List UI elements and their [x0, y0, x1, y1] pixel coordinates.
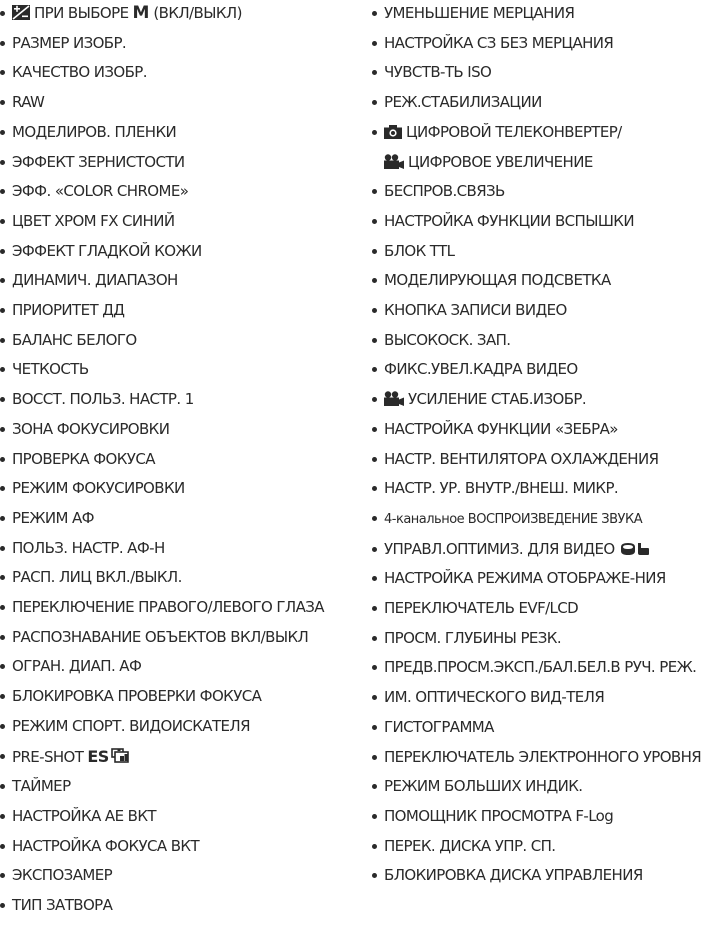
list-item — [0, 355, 345, 385]
list-item — [0, 445, 345, 475]
item-label: ОГРАН. ДИАП. АФ — [12, 657, 142, 676]
list-item — [372, 58, 716, 88]
item-label: РАЗМЕР ИЗОБР. — [12, 33, 127, 52]
item-label: ПЕРЕКЛЮЧЕНИЕ ПРАВОГО/ЛЕВОГО ГЛАЗА — [12, 598, 324, 617]
item-label: ЧЕТКОСТЬ — [12, 360, 89, 379]
bullet — [372, 427, 377, 432]
list-item-when-selecting-exposure-comp — [0, 0, 345, 29]
list-item — [372, 415, 716, 445]
list-item — [372, 88, 716, 118]
list-item — [372, 743, 716, 773]
item-label: НАСТРОЙКА ФУНКЦИИ «ЗЕБРА» — [384, 419, 618, 438]
item-label: ПЕРЕКЛЮЧАТЕЛЬ EVF/LCD — [384, 599, 579, 618]
item-label: РЕЖИМ АФ — [12, 508, 94, 527]
movie-optimized-control-icons — [620, 541, 650, 556]
bullet — [372, 784, 377, 789]
item-label: БЛОК TTL — [384, 241, 455, 260]
bullet — [372, 576, 377, 581]
item-label: ВЫСОКОСК. ЗАП. — [384, 330, 511, 349]
list-item — [0, 207, 345, 237]
item-label-second-line: ЦИФРОВОЕ УВЕЛИЧЕНИЕ — [408, 152, 593, 171]
list-item — [0, 296, 345, 326]
item-label: ПЕРЕКЛЮЧАТЕЛЬ ЭЛЕКТРОННОГО УРОВНЯ — [384, 747, 702, 766]
list-item — [372, 504, 716, 535]
item-label: ПЕРЕК. ДИСКА УПР. СП. — [384, 836, 556, 855]
item-label: ТАЙМЕР — [12, 777, 71, 796]
list-item — [372, 772, 716, 802]
item-label: ДИНАМИЧ. ДИАПАЗОН — [12, 271, 178, 290]
item-label-suffix: (ВКЛ/ВЫКЛ) — [153, 4, 242, 22]
list-item — [372, 355, 716, 385]
bullet — [372, 486, 377, 491]
bullet — [0, 605, 5, 610]
item-label: НАСТРОЙКА АЕ ВКТ — [12, 806, 156, 825]
list-item-digital-teleconverter — [372, 118, 716, 177]
list-item — [372, 713, 716, 743]
bullet — [0, 338, 5, 343]
list-item — [0, 118, 345, 148]
item-label: ЭФФЕКТ ЗЕРНИСТОСТИ — [12, 152, 185, 171]
item-label: ВОССТ. ПОЛЬЗ. НАСТР. 1 — [12, 390, 194, 409]
list-item — [0, 88, 345, 118]
bullet — [0, 70, 5, 75]
bullet — [0, 814, 5, 819]
item-label: ПРОСМ. ГЛУБИНЫ РЕЗК. — [384, 628, 562, 647]
bullet — [0, 694, 5, 699]
bullet — [0, 249, 5, 254]
bullet — [372, 725, 377, 730]
bullet — [0, 457, 5, 462]
list-item — [372, 266, 716, 296]
list-item — [372, 445, 716, 475]
list-item — [0, 682, 345, 712]
bullet — [0, 575, 5, 580]
item-label: БЛОКИРОВКА ДИСКА УПРАВЛЕНИЯ — [384, 866, 643, 885]
item-label: НАСТРОЙКА СЗ БЕЗ МЕРЦАНИЯ — [384, 33, 614, 52]
bullet — [0, 130, 5, 135]
item-label: ПРЕДВ.ПРОСМ.ЭКСП./БАЛ.БЕЛ.В РУЧ. РЕЖ. — [384, 658, 697, 677]
item-label: ЧУВСТВ-ТЬ ISO — [384, 63, 492, 82]
bullet — [372, 814, 377, 819]
bullet — [372, 11, 377, 16]
list-item — [372, 207, 716, 237]
right-menu-list — [372, 0, 716, 891]
bullet — [0, 397, 5, 402]
item-label: RAW — [12, 93, 45, 112]
continuous-shooting-icon — [111, 748, 131, 764]
list-item — [0, 772, 345, 802]
item-label: ЗОНА ФОКУСИРОВКИ — [12, 419, 170, 438]
list-item — [0, 563, 345, 593]
list-item — [0, 385, 345, 415]
list-item — [0, 861, 345, 891]
bullet — [372, 397, 377, 402]
list-item-pre-shot — [0, 742, 345, 773]
bullet — [372, 755, 377, 760]
bullet — [372, 844, 377, 849]
item-label: МОДЕЛИРОВ. ПЛЕНКИ — [12, 122, 177, 141]
bullet — [0, 784, 5, 789]
list-item — [0, 415, 345, 445]
bullet — [0, 308, 5, 313]
bullet — [372, 130, 377, 135]
item-label: УМЕНЬШЕНИЕ МЕРЦАНИЯ — [384, 4, 575, 22]
bullet — [0, 11, 5, 16]
still-camera-icon — [384, 124, 402, 139]
left-menu-list — [0, 0, 345, 921]
list-item — [372, 177, 716, 207]
bullet — [0, 367, 5, 372]
list-item — [372, 296, 716, 326]
bullet — [372, 41, 377, 46]
item-label: PRE-SHOT — [12, 747, 84, 766]
bullet — [372, 457, 377, 462]
item-label: ЦИФРОВОЙ ТЕЛЕКОНВЕРТЕР/ — [406, 122, 622, 141]
list-item — [0, 148, 345, 178]
list-item — [372, 237, 716, 267]
item-label: НАСТР. УР. ВНУТР./ВНЕШ. МИКР. — [384, 479, 619, 498]
item-label: ФИКС.УВЕЛ.КАДРА ВИДЕО — [384, 360, 578, 379]
item-label: РАСПОЗНАВАНИЕ ОБЪЕКТОВ ВКЛ/ВЫКЛ — [12, 627, 309, 646]
item-label: УСИЛЕНИЕ СТАБ.ИЗОБР. — [408, 390, 587, 409]
bullet — [372, 278, 377, 283]
bullet — [0, 427, 5, 432]
bullet — [0, 903, 5, 908]
bullet — [0, 189, 5, 194]
item-label: НАСТРОЙКА ФУНКЦИИ ВСПЫШКИ — [384, 211, 634, 230]
list-item — [372, 564, 716, 594]
list-item — [372, 683, 716, 713]
bullet — [372, 338, 377, 343]
list-item — [372, 326, 716, 356]
bullet — [372, 873, 377, 878]
list-item-movie-optimized-control — [372, 535, 716, 565]
item-label: ПОМОЩНИК ПРОСМОТРА F-Log — [384, 806, 614, 825]
bullet — [372, 100, 377, 105]
bullet — [0, 844, 5, 849]
list-item — [372, 653, 716, 683]
item-label: ЦВЕТ ХРОМ FX СИНИЙ — [12, 211, 175, 230]
bullet — [0, 873, 5, 878]
es-glyph: ES — [87, 746, 109, 766]
list-item — [372, 0, 716, 29]
item-label: НАСТР. ВЕНТИЛЯТОРА ОХЛАЖДЕНИЯ — [384, 449, 659, 468]
item-label: ПРИОРИТЕТ ДД — [12, 301, 125, 320]
list-item — [0, 29, 345, 59]
list-item — [372, 861, 716, 891]
list-item — [0, 58, 345, 88]
item-label: МОДЕЛИРУЮЩАЯ ПОДСВЕТКА — [384, 271, 611, 290]
list-item — [0, 474, 345, 504]
item-label: ЭФФЕКТ ГЛАДКОЙ КОЖИ — [12, 241, 202, 260]
item-label: КАЧЕСТВО ИЗОБР. — [12, 63, 147, 82]
bullet — [372, 367, 377, 372]
bullet — [0, 664, 5, 669]
list-item — [0, 623, 345, 653]
list-item — [0, 177, 345, 207]
item-label: УПРАВЛ.ОПТИМИЗ. ДЛЯ ВИДЕО — [384, 539, 615, 558]
item-label: ПРИ ВЫБОРЕ — [34, 4, 129, 22]
bullet — [372, 308, 377, 313]
bullet — [0, 278, 5, 283]
item-label: ЭКСПОЗАМЕР — [12, 866, 113, 885]
item-label: РЕЖИМ СПОРТ. ВИДОИСКАТЕЛЯ — [12, 716, 250, 735]
bullet — [0, 160, 5, 165]
bullet — [0, 219, 5, 224]
bullet — [372, 695, 377, 700]
bullet — [0, 486, 5, 491]
bullet — [0, 754, 5, 759]
item-label: ТИП ЗАТВОРА — [12, 896, 113, 915]
item-label: ГИСТОГРАММА — [384, 717, 494, 736]
list-item — [0, 534, 345, 564]
mode-m-glyph: M — [132, 3, 150, 23]
bullet — [372, 516, 377, 521]
item-label: 4-канальное ВОСПРОИЗВЕДЕНИЕ ЗВУКА — [384, 511, 643, 527]
list-item — [372, 594, 716, 624]
item-label: РЕЖИМ БОЛЬШИХ ИНДИК. — [384, 777, 583, 796]
item-label: БЛОКИРОВКА ПРОВЕРКИ ФОКУСА — [12, 687, 262, 706]
item-label: РЕЖ.СТАБИЛИЗАЦИИ — [384, 93, 542, 112]
exposure-compensation-icon — [12, 5, 30, 20]
list-item — [372, 474, 716, 504]
list-item — [0, 832, 345, 862]
item-label: НАСТРОЙКА ФОКУСА ВКТ — [12, 836, 200, 855]
item-label: РАСП. ЛИЦ ВКЛ./ВЫКЛ. — [12, 568, 182, 587]
bullet — [372, 665, 377, 670]
item-label: ПОЛЬЗ. НАСТР. АФ-Н — [12, 538, 165, 557]
bullet — [0, 724, 5, 729]
list-item-movie-is-boost — [372, 385, 716, 415]
list-item — [372, 802, 716, 832]
bullet — [0, 635, 5, 640]
list-item — [0, 266, 345, 296]
bullet — [0, 546, 5, 551]
list-item — [0, 504, 345, 534]
item-label: БАЛАНС БЕЛОГО — [12, 330, 137, 349]
bullet — [372, 219, 377, 224]
list-item — [372, 29, 716, 59]
item-label: ЭФФ. «COLOR CHROME» — [12, 182, 189, 201]
bullet — [372, 547, 377, 552]
list-item — [0, 237, 345, 267]
list-item — [0, 891, 345, 921]
list-item — [372, 624, 716, 654]
item-label: ПРОВЕРКА ФОКУСА — [12, 449, 155, 468]
bullet — [372, 606, 377, 611]
item-label: БЕСПРОВ.СВЯЗЬ — [384, 182, 505, 201]
bullet — [0, 41, 5, 46]
item-label: ИМ. ОПТИЧЕСКОГО ВИД-ТЕЛЯ — [384, 688, 605, 707]
bullet — [372, 189, 377, 194]
bullet — [372, 636, 377, 641]
bullet — [372, 249, 377, 254]
item-label: РЕЖИМ ФОКУСИРОВКИ — [12, 479, 185, 498]
list-item — [0, 712, 345, 742]
list-item — [0, 593, 345, 623]
bullet — [0, 516, 5, 521]
movie-camera-icon — [384, 391, 404, 406]
list-item — [372, 832, 716, 862]
list-item — [0, 652, 345, 682]
item-label: КНОПКА ЗАПИСИ ВИДЕО — [384, 301, 567, 320]
bullet — [372, 70, 377, 75]
bullet — [0, 100, 5, 105]
movie-camera-icon — [384, 154, 404, 169]
item-label: НАСТРОЙКА РЕЖИМА ОТОБРАЖЕ-НИЯ — [384, 569, 666, 588]
list-item — [0, 802, 345, 832]
list-item — [0, 326, 345, 356]
